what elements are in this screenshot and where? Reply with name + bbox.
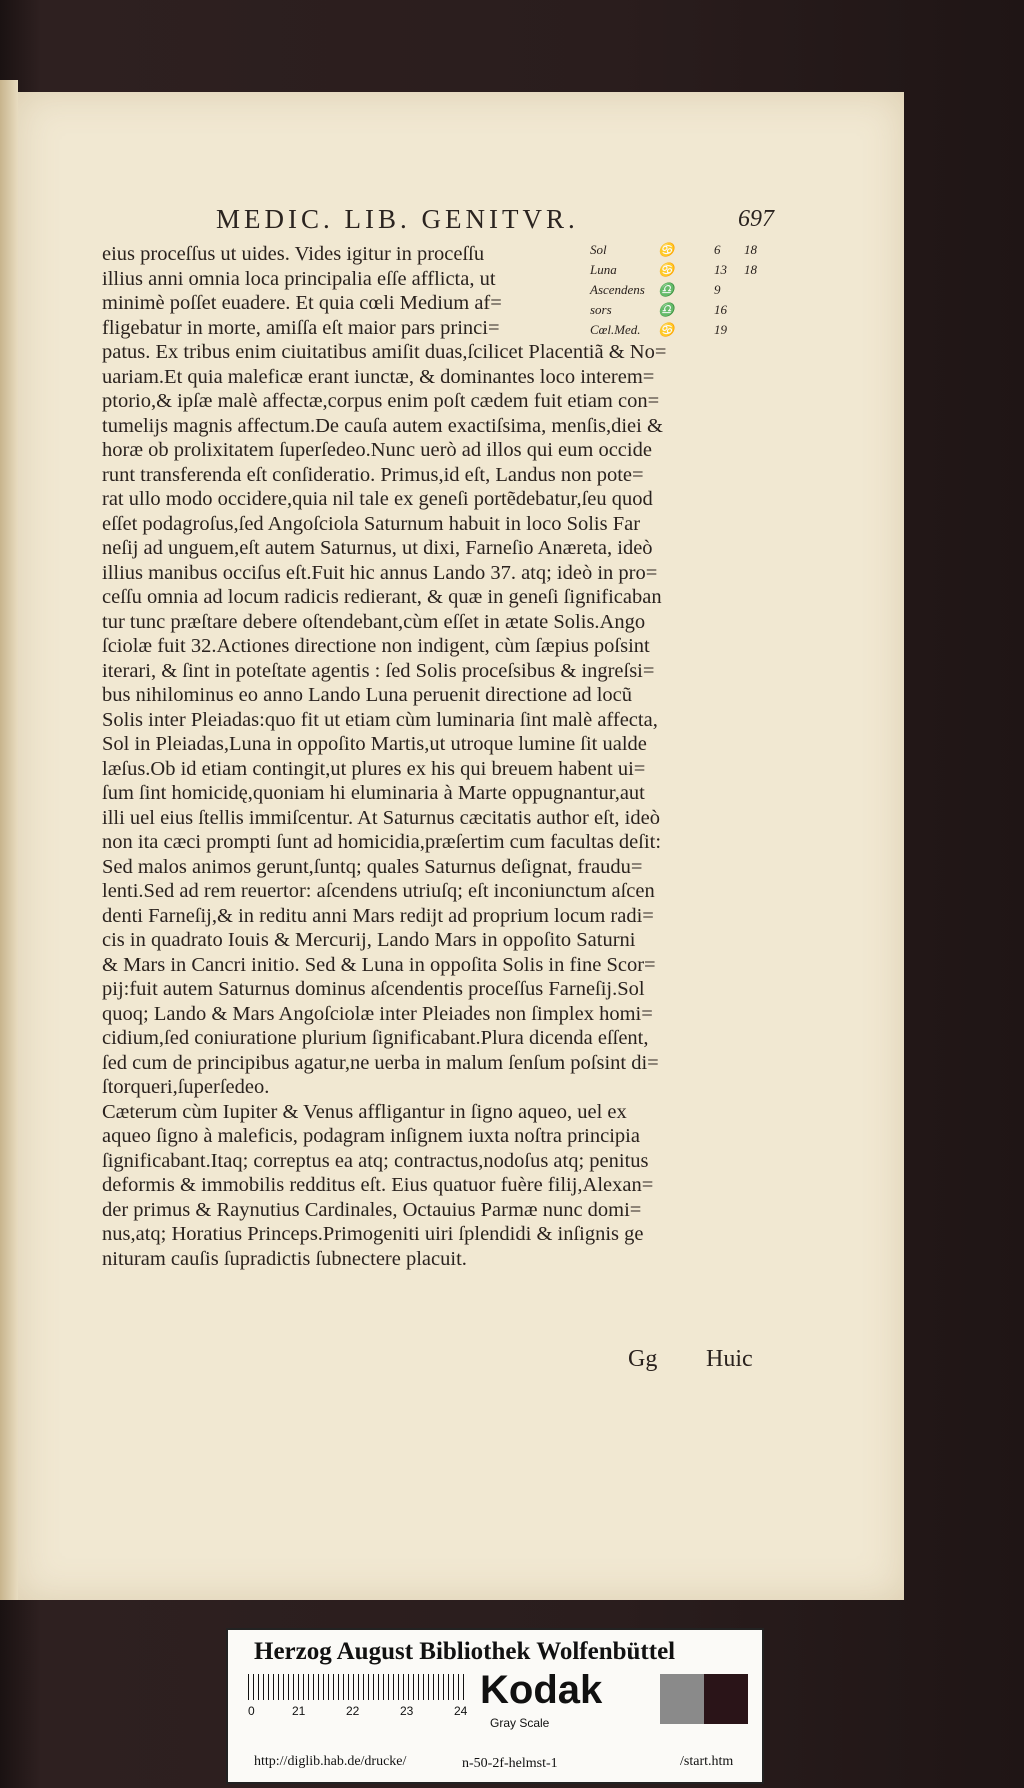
kodak-logo: Kodak [480,1668,603,1712]
astro-planet: Luna [590,262,617,277]
text-line: ſignificabant.Itaq; correptus ea atq; contractus,nodoſus atq; penitus [102,1149,649,1172]
astro-deg: 13 [714,262,727,277]
astro-deg: 16 [714,302,727,317]
text-line: cis in quadrato Iouis & Mercurij, Lando Mars in oppoſito Saturni [102,929,636,951]
text-line: læſus.Ob id etiam contingit,ut plures ex his qui breuem habent ui= [102,757,646,780]
ruler-label: 0 [248,1704,255,1718]
ruler-ticks [248,1674,468,1700]
running-header: MEDIC. LIB. GENITVR. [216,204,579,234]
text-line: bus nihilominus eo anno Lando Luna peruenit directione ad locũ [102,684,633,706]
text-line: denti Farneſij,& in reditu anni Mars redijt ad proprium locum radi= [102,904,654,927]
astro-deg: 19 [714,322,727,337]
ruler-label: 22 [346,1704,360,1718]
ruler-label: 23 [400,1704,414,1718]
text-line: nituram cauſis ſupradictis ſubnectere placuit. [102,1247,467,1270]
text-line: Sol in Pleiadas,Luna in oppoſito Martis,ut utroque lumine ſit ualde [102,733,647,755]
text-line: nus,atq; Horatius Princeps.Primogeniti uiri ſplendidi & inſignis ge [102,1223,644,1245]
start-label: /start.htm [680,1754,734,1769]
text-line: runt transferenda eſt conſideratio. Primus,id eſt, Landus non pote= [102,463,644,486]
text-line: tur tunc præſtare debere oſtendebant,cùm eſſet in ætate Solis.Ango [102,610,646,633]
text-line: ſtorqueri,ſuperſedeo. [102,1076,270,1098]
text-line: uariam.Et quia maleficæ erant iunctæ, & dominantes loco interem= [102,365,655,388]
text-line: pij:fuit autem Saturnus dominus aſcendentis proceſſus Farneſij.Sol [102,978,645,1000]
astro-min: 18 [744,262,757,277]
text-line: horæ ob prolixitatem ſuperſedeo.Nunc uerò ad illos qui eum occide [102,439,652,461]
text-line: minimè poſſet euadere. Et quia cœli Medium af= [102,292,502,314]
text-line: iterari, & ſint in poteſtate agentis : ſed Solis proceſsibus & ingreſsi= [102,659,655,682]
text-line: ſum ſint homicidę,quoniam hi eluminaria à Marte oppugnantur,aut [102,782,645,804]
shelfmark-label: n-50-2f-helmst-1 [462,1756,558,1771]
text-line: quoq; Lando & Mars Angoſciolæ inter Pleiades non ſimplex homi= [102,1002,653,1025]
library-name: Herzog August Bibliothek Wolfenbüttel [254,1638,676,1665]
gray-swatch [660,1674,704,1724]
text-line: illi uel eius ſtellis immiſcentur. At Saturnus cæcitatis author eſt, ideò [102,806,660,829]
color-target-card [226,1628,764,1784]
text-line: illius manibus occiſus eſt.Fuit hic annus Lando 37. atq; ideò in pro= [102,561,658,584]
catchword: Huic [706,1346,753,1372]
text-line: ptorio,& ipſæ malè affectæ,corpus enim poſt cædem fuit etiam con= [102,390,660,412]
page-number: 697 [738,206,774,232]
text-line: ſciolæ fuit 32.Actiones directione non indigent, cùm ſæpius poſsint [102,635,650,657]
text-line: ceſſu omnia ad locum radicis redierant, & quæ in geneſi ſignificaban [102,586,662,608]
text-line: fligebatur in morte, amiſſa eſt maior pars princi= [102,316,500,339]
text-line: ſed cum de principibus agatur,ne uerba in malum ſenſum poſsint di= [102,1051,659,1074]
text-line: deformis & immobilis redditus eſt. Eius quatuor fuère filij,Alexan= [102,1174,654,1196]
text-line: rat ullo modo occidere,quia nil tale ex geneſi portẽdebatur,ſeu quod [102,488,653,510]
text-line: aqueo ſigno à maleficis, podagram inſignem iuxta noſtra principia [102,1125,640,1147]
astro-planet: Ascendens [590,282,645,297]
ruler-label: 21 [292,1704,306,1718]
astro-planet: Sol [590,242,607,257]
text-line: Solis inter Pleiadas:quo fit ut etiam cùm luminaria ſint malè affecta, [102,708,658,731]
astro-planet: Cœl.Med. [590,322,641,337]
text-line: eſſet podagroſus,ſed Angoſciola Saturnum habuit in loco Solis Far [102,512,641,535]
astro-deg: 6 [714,242,721,257]
text-line: patus. Ex tribus enim ciuitatibus amiſit duas,ſcilicet Placentiã & No= [102,341,667,363]
astro-sign: ♎ [658,302,675,317]
signature-mark: Gg [628,1346,658,1372]
astro-planet: sors [590,302,612,317]
text-line: illius anni omnia loca principalia eſſe afflicta, ut [102,267,496,290]
astro-sign: ♋ [658,262,675,277]
ruler-label: 24 [454,1704,468,1718]
astro-min: 18 [744,242,757,257]
text-line: tumelijs magnis affectum.De cauſa autem exactiſsima, menſis,diei & [102,414,663,437]
ruler [248,1674,468,1700]
previous-page-edge [0,80,18,1600]
url-label: http://diglib.hab.de/drucke/ [254,1754,407,1769]
astro-sign: ♋ [658,242,675,257]
text-line: & Mars in Cancri initio. Sed & Luna in oppoſita Solis in fine Scor= [102,953,656,976]
dark-swatch [704,1674,748,1724]
text-line: Cæterum cùm Iupiter & Venus affligantur in ſigno aqueo, uel ex [102,1100,627,1123]
text-line: eius proceſſus ut uides. Vides igitur in proceſſu [102,243,485,265]
text-line: cidium,ſed coniuratione plurium ſignificabant.Plura dicenda eſſent, [102,1027,649,1049]
text-line: neſij ad unguem,eſt autem Saturnus, ut dixi, Farneſio Anæreta, ideò [102,537,653,559]
text-line: Sed malos animos gerunt,ſuntq; quales Saturnus deſignat, fraudu= [102,855,643,878]
astro-sign: ♋ [658,322,675,337]
astro-deg: 9 [714,282,721,297]
astro-sign: ♎ [658,282,675,297]
gray-scale-label: Gray Scale [490,1716,550,1730]
text-line: non ita cæci prompti ſunt ad homicidia,præſertim cum facultas deſit: [102,831,662,853]
text-line: der primus & Raynutius Cardinales, Octauius Parmæ nunc domi= [102,1198,642,1221]
body-text [102,242,762,1271]
text-line: lenti.Sed ad rem reuertor: aſcendens utriuſq; eſt inconiunctum aſcen [102,880,655,902]
